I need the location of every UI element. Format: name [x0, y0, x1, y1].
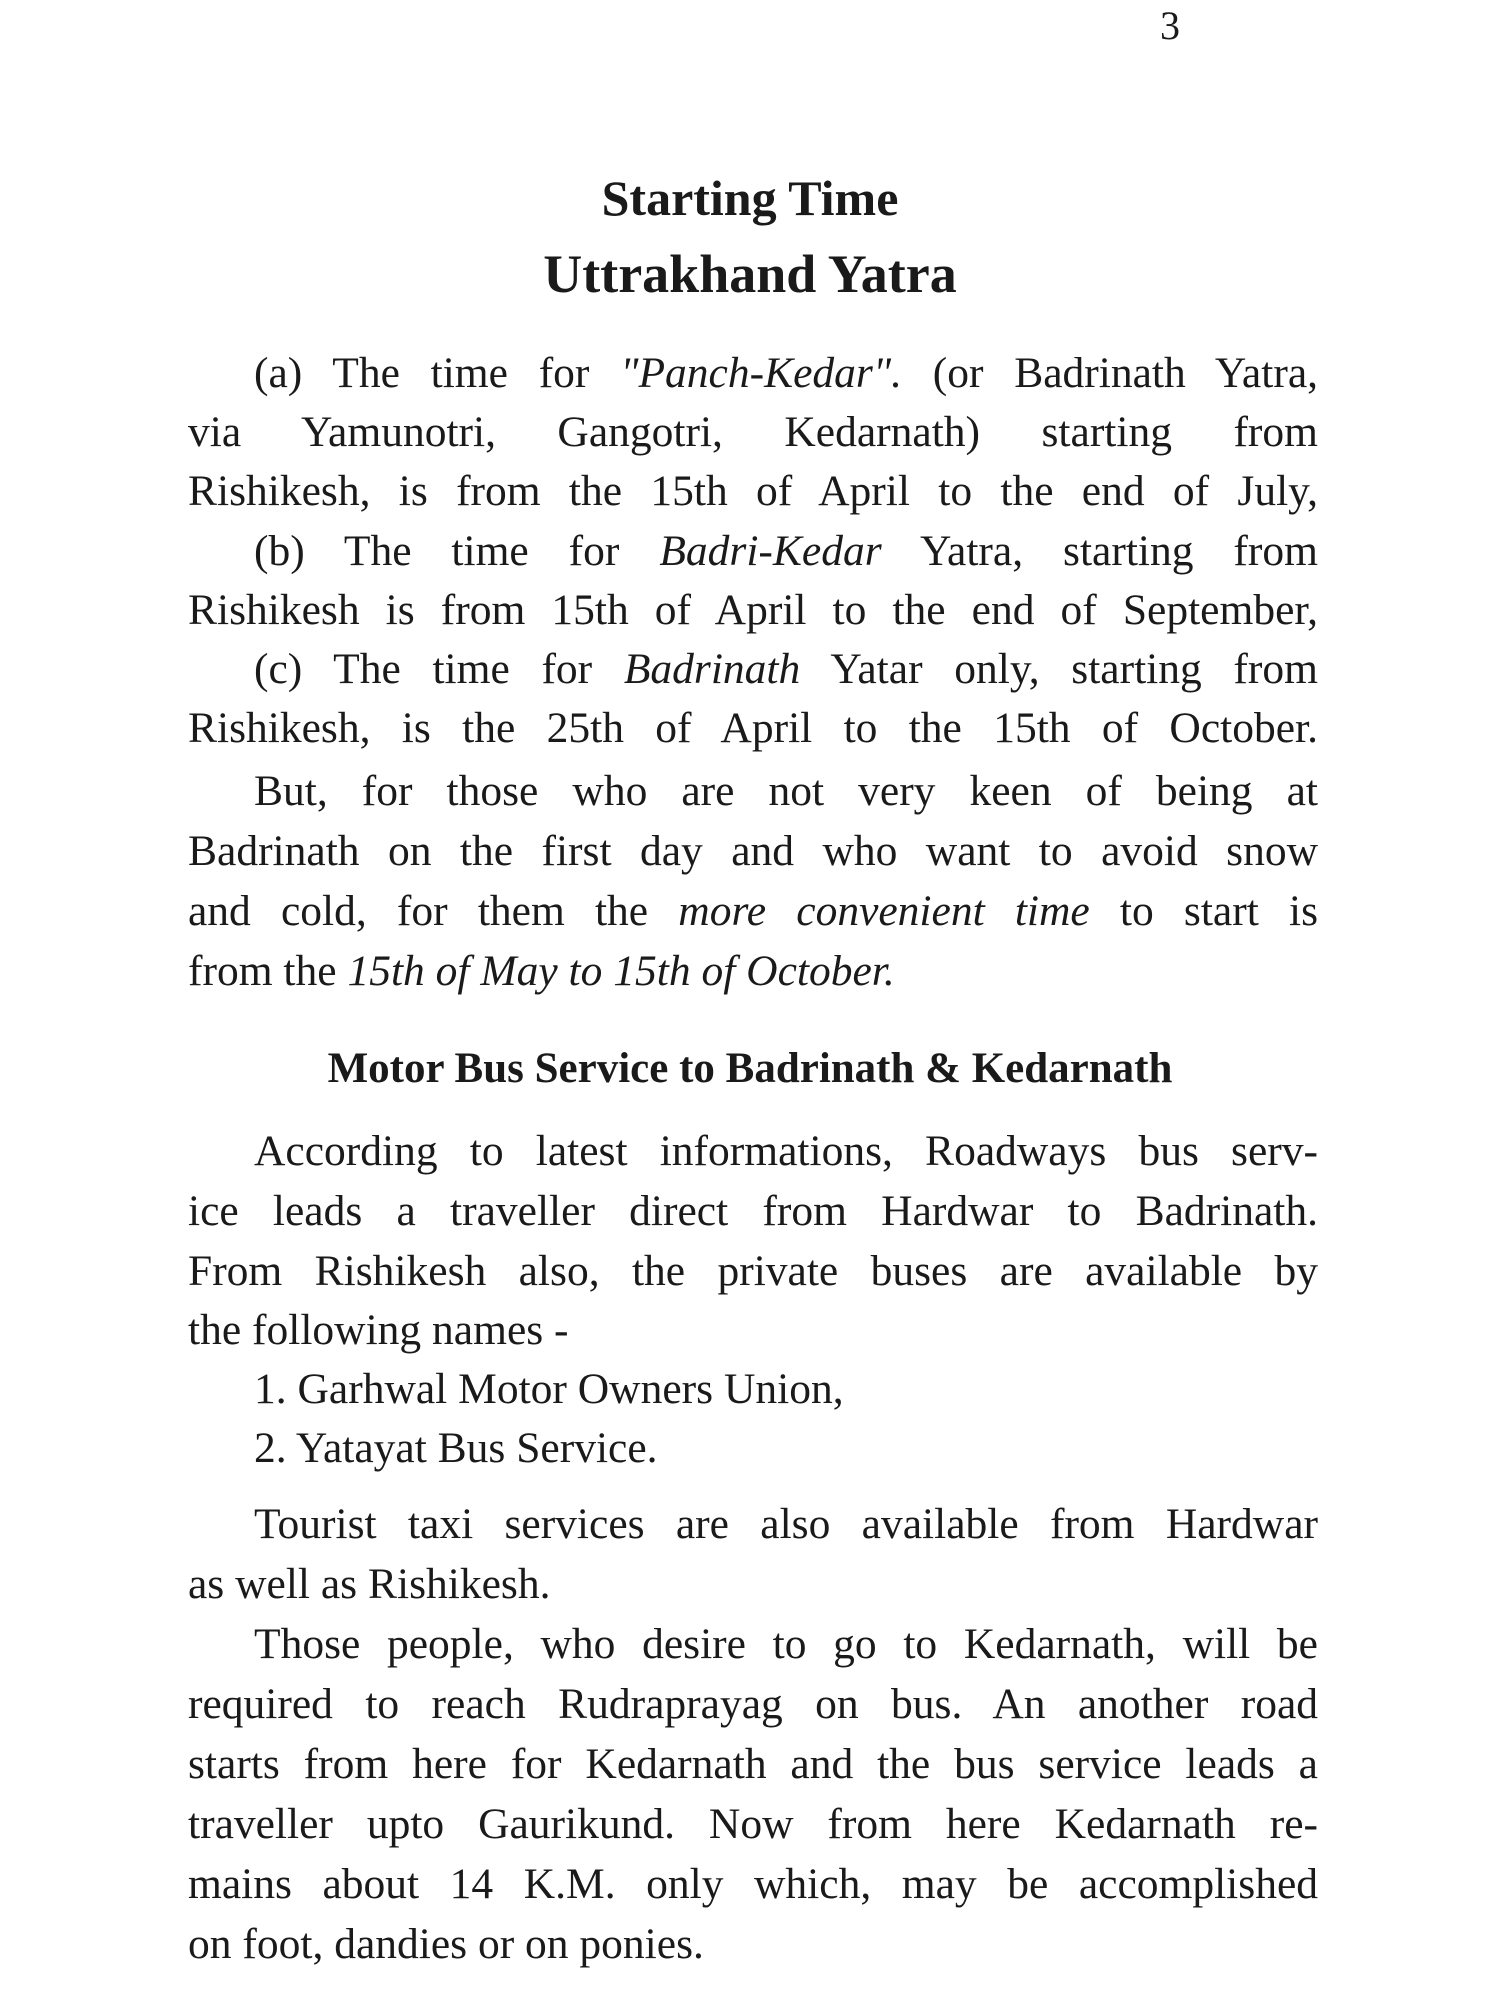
page-subtitle: Uttrakhand Yatra [543, 244, 957, 304]
list-item: 1. Garhwal Motor Owners Union, [254, 1365, 844, 1413]
text-line: via Yamunotri, Gangotri, Kedarnath) starting from [188, 408, 1318, 456]
list-item: 2. Yatayat Bus Service. [254, 1424, 658, 1472]
page-title: Starting Time [601, 170, 899, 226]
text-line: Rishikesh, is the 25th of April to the 15th of October. [188, 704, 1318, 752]
text-line: From Rishikesh also, the private buses are available by [188, 1247, 1318, 1295]
text-line: (a) The time for "Panch-Kedar". (or Badrinath Yatra, [254, 349, 1318, 397]
text-line: the following names - [188, 1306, 569, 1354]
text-line: on foot, dandies or on ponies. [188, 1920, 704, 1968]
text-line: as well as Rishikesh. [188, 1560, 551, 1608]
text-line: Rishikesh is from 15th of April to the end of September, [188, 586, 1318, 634]
text-line: According to latest informations, Roadways bus serv- [254, 1127, 1318, 1175]
text-line: (b) The time for Badri-Kedar Yatra, starting from [254, 527, 1318, 575]
section-heading: Motor Bus Service to Badrinath & Kedarnath [327, 1045, 1173, 1092]
text-line: mains about 14 K.M. only which, may be accomplished [188, 1860, 1318, 1908]
text-line: required to reach Rudraprayag on bus. An another road [188, 1680, 1318, 1728]
page-number: 3 [1160, 3, 1180, 48]
text-line: ice leads a traveller direct from Hardwar to Badrinath. [188, 1187, 1318, 1235]
text-line: starts from here for Kedarnath and the bus service leads a [188, 1740, 1318, 1788]
text-line: from the 15th of May to 15th of October. [188, 947, 895, 995]
text-line: and cold, for them the more convenient time to start is [188, 887, 1318, 935]
text-line: traveller upto Gaurikund. Now from here Kedarnath re- [188, 1800, 1318, 1848]
text-line: (c) The time for Badrinath Yatar only, starting from [254, 645, 1318, 693]
text-line: Badrinath on the first day and who want to avoid snow [188, 827, 1318, 875]
text-line: But, for those who are not very keen of being at [254, 767, 1318, 815]
text-line: Rishikesh, is from the 15th of April to the end of July, [188, 467, 1318, 515]
text-line: Those people, who desire to go to Kedarnath, will be [254, 1620, 1318, 1668]
text-line: Tourist taxi services are also available from Hardwar [254, 1500, 1318, 1548]
